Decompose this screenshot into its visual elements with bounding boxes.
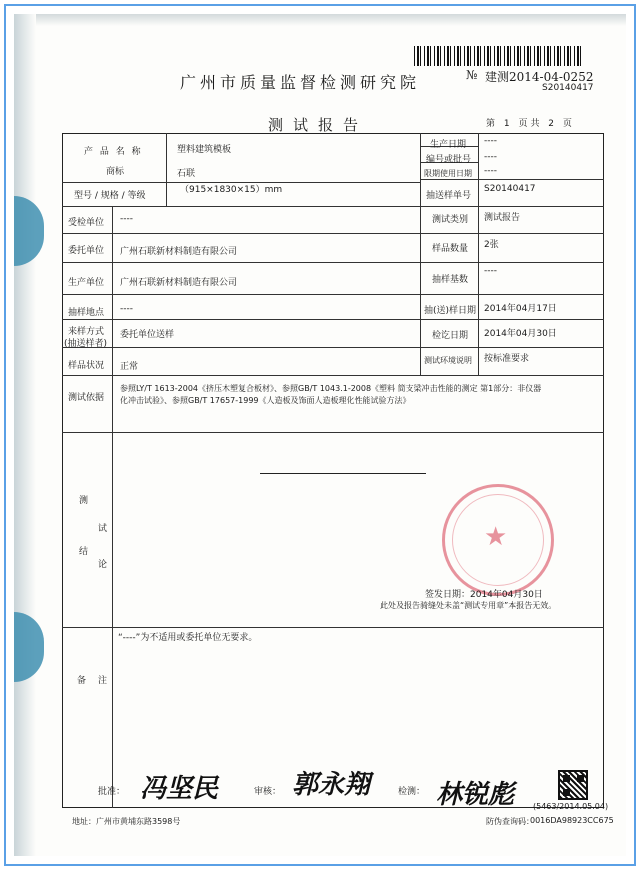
inspected-unit-label: 受检单位 [68,218,105,228]
client-value: 广州石联新材料制造有限公司 [120,247,238,257]
v-line [478,133,479,375]
seal-star-icon: ★ [484,522,508,552]
batch-label: 编号或批号 [426,155,472,165]
review-label: 审核： [254,787,282,797]
conclusion-label-1: 测 [79,496,89,506]
report-no: 建测2014-04-0252 [485,70,594,84]
quantity-label: 样品数量 [432,244,469,254]
prod-date-value: ---- [484,136,497,146]
product-name-value: 塑料建筑模板 [177,145,232,155]
anti-fake-code: 0016DA98923CC675 [530,816,614,825]
anti-fake-label: 防伪查询码： [486,817,534,826]
base-qty-value: ---- [484,266,497,276]
test-category-value: 测试报告 [484,213,521,223]
sample-no-top: S20140417 [542,83,594,93]
client-label: 委托单位 [68,246,105,256]
expiry-label: 限期使用日期 [424,169,472,178]
brand-label: 商标 [106,167,125,177]
quantity-value: 2张 [484,240,499,250]
v-line [112,206,113,432]
review-signature: 郭永翔 [292,770,371,800]
report-title: 测试报告 [268,116,369,134]
model-label: 型号 / 规格 / 等级 [74,191,146,201]
test-label: 检测： [398,787,426,797]
h-line [62,206,604,207]
place-value: ---- [120,304,133,314]
producer-value: 广州石联新材料制造有限公司 [120,278,238,288]
env-value: 按标准要求 [484,354,530,364]
v-line [112,627,113,808]
method-label-1: 来样方式 [68,327,105,337]
h-line [62,233,604,234]
expiry-value: ---- [484,166,497,176]
env-label: 测试环境说明 [424,356,472,365]
test-signature: 林锐彪 [436,780,515,810]
barcode [414,46,584,66]
v-line [420,133,421,375]
seal-notice: 此处及报告骑缝处未盖“测试专用章”本报告无效。 [380,601,557,610]
inspected-unit-value: ---- [120,214,133,224]
basis-label: 测试依据 [68,393,105,403]
page-info: 第 1 页共 2 页 [486,119,575,129]
producer-label: 生产单位 [68,278,105,288]
v-line [166,133,167,206]
sample-date-label: 抽(送)样日期 [424,306,477,316]
report-no-label: № [466,68,478,82]
condition-value: 正常 [120,362,139,372]
remarks-label-1: 备 [77,676,87,686]
place-label: 抽样地点 [68,308,105,318]
h-line [420,179,604,180]
remarks-label-2: 注 [98,676,108,686]
method-value: 委托单位送样 [120,330,175,340]
scan-shadow-top [14,14,626,26]
conclusion-label-2: 试 [98,524,108,534]
h-line [62,375,604,376]
batch-value: ---- [484,152,497,162]
remarks-note: “----”为不适用或委托单位无要求。 [118,633,258,643]
sampling-no-label: 抽送样单号 [426,191,472,201]
approve-label: 批准： [98,787,126,797]
institute-name: 广州市质量监督检测研究院 [180,73,421,92]
h-line [62,347,604,348]
sampling-no-value: S20140417 [484,184,536,194]
check-date-label: 检讫日期 [432,331,469,341]
base-qty-label: 抽样基数 [432,275,469,285]
conclusion-label-3: 结 [79,547,89,557]
form-code: (5463/2014.05.04) [533,802,609,811]
product-name-label: 产 品 名 称 [84,147,143,157]
check-date-value: 2014年04月30日 [484,329,557,339]
brand-value: 石联 [177,169,196,179]
address: 地址：广州市黄埔东路3598号 [72,817,181,826]
condition-label: 样品状况 [68,361,105,371]
h-line [62,294,604,295]
approve-signature: 冯坚民 [140,774,219,804]
scan-shadow-left [14,14,36,856]
test-category-label: 测试类别 [432,215,469,225]
qr-code [558,770,588,800]
h-line [62,262,604,263]
h-line [62,319,604,320]
method-label-2: (抽送样者) [64,339,108,349]
h-line [62,432,604,433]
basis-value-2: 化冲击试验》、参照GB/T 17657-1999《人造板及饰面人造板理化性能试验方法》 [120,396,411,405]
conclusion-label-4: 论 [98,560,108,570]
prod-date-label: 生产日期 [430,140,467,150]
v-line [112,432,113,627]
report-table [62,133,604,808]
basis-value-1: 参照LY/T 1613-2004《挤压木塑复合板材》、参照GB/T 1043.1-2008《塑料 简支梁冲击性能的测定 第1部分：非仪器 [120,384,542,393]
h-line [62,627,604,628]
conclusion-rule [260,473,426,474]
sample-date-value: 2014年04月17日 [484,304,557,314]
issue-date: 签发日期：2014年04月30日 [425,590,543,600]
model-value: （915×1830×15）mm [180,185,283,195]
